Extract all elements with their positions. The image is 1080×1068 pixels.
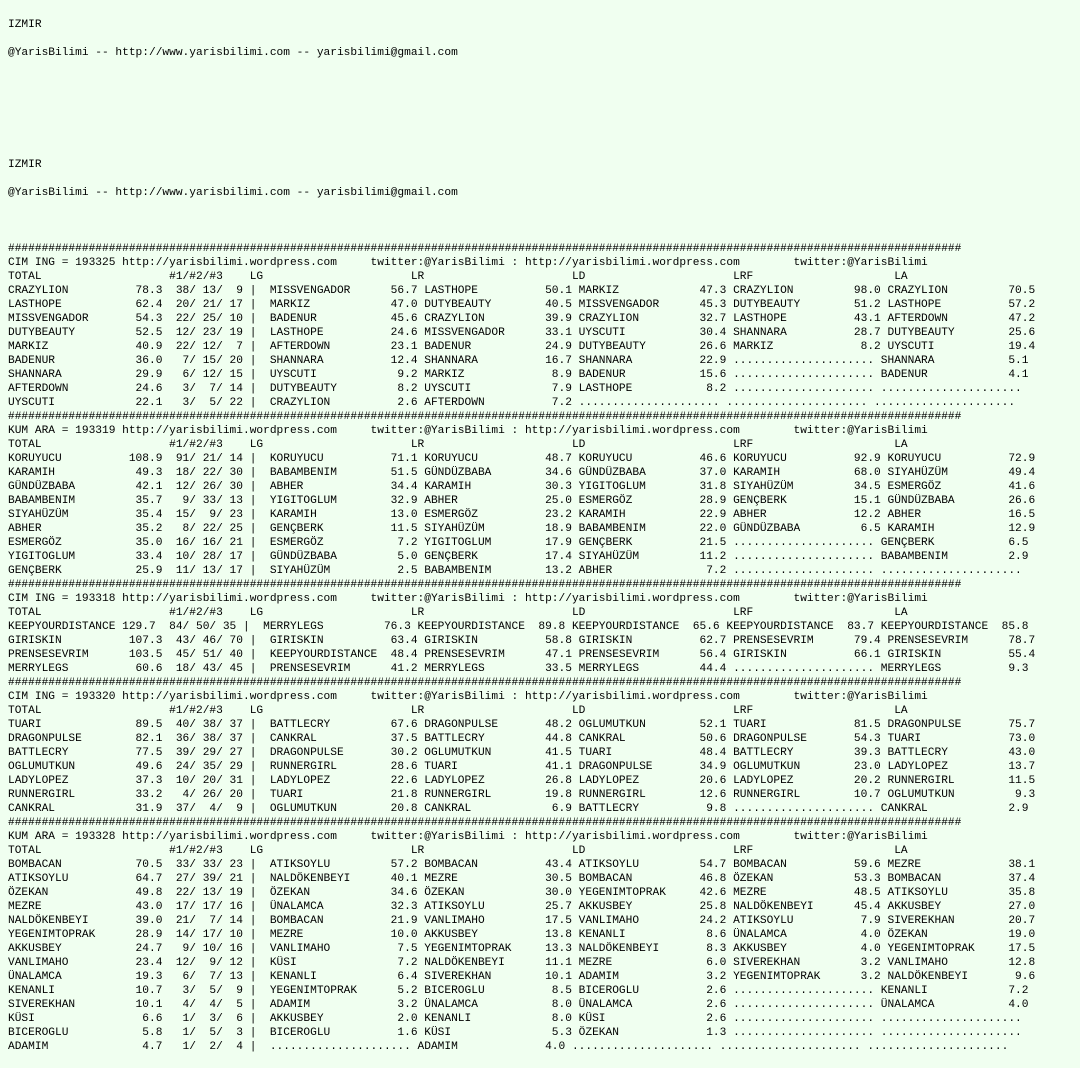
result-row: BICEROGLU 5.8 1/ 5/ 3 | BICEROGLU 1.6 KÜSI 5.3 ÖZEKAN 1.3 ..................... ..................... <box>8 1027 1022 1039</box>
header-contact-repeat: @YarisBilimi -- http://www.yarisbilimi.com -- yarisbilimi@gmail.com <box>8 187 458 199</box>
separator-line: ############################################################################################################################################## <box>8 411 962 423</box>
column-header-row: TOTAL #1/#2/#3 LG LR LD LRF LA <box>8 607 908 619</box>
result-row: YEGENIMTOPRAK 28.9 14/ 17/ 10 | MEZRE 10.0 AKKUSBEY 13.8 KENANLI 8.6 ÜNALAMCA 4.0 ÖZEKAN 19.0 <box>8 929 1036 941</box>
result-row: ESMERGÖZ 35.0 16/ 16/ 21 | ESMERGÖZ 7.2 YIGITOGLUM 17.9 GENÇBERK 21.5 ..................... GENÇBERK 6.5 <box>8 537 1029 549</box>
result-row: UYSCUTI 22.1 3/ 5/ 22 | CRAZYLION 2.6 AFTERDOWN 7.2 ..................... ..................... ..................... <box>8 397 1016 409</box>
result-row: SIVEREKHAN 10.1 4/ 4/ 5 | ADAMIM 3.2 ÜNALAMCA 8.0 ÜNALAMCA 2.6 ..................... ÜNALAMCA 4.0 <box>8 999 1029 1011</box>
result-row: LASTHOPE 62.4 20/ 21/ 17 | MARKIZ 47.0 DUTYBEAUTY 40.5 MISSVENGADOR 45.3 DUTYBEAUTY 51.2 LASTHOPE 57.2 <box>8 299 1036 311</box>
blank-line <box>8 130 1080 144</box>
blank-line <box>8 214 1080 228</box>
race-title-line: KUM ARA = 193319 http://yarisbilimi.wordpress.com twitter:@YarisBilimi : http://yarisbilimi.wordpress.com twitter:@YarisBilimi <box>8 425 928 437</box>
result-row: PRENSESEVRIM 103.5 45/ 51/ 40 | KEEPYOURDISTANCE 48.4 PRENSESEVRIM 47.1 PRENSESEVRIM 56.4 GIRISKIN 66.1 GIRISKIN 55.4 <box>8 649 1036 661</box>
header-contact: @YarisBilimi -- http://www.yarisbilimi.com -- yarisbilimi@gmail.com <box>8 47 458 59</box>
result-row: GENÇBERK 25.9 11/ 13/ 17 | SIYAHÜZÜM 2.5 BABAMBENIM 13.2 ABHER 7.2 ..................... ..................... <box>8 565 1022 577</box>
result-row: KARAMIH 49.3 18/ 22/ 30 | BABAMBENIM 51.5 GÜNDÜZBABA 34.6 GÜNDÜZBABA 37.0 KARAMIH 68.0 SIYAHÜZÜM 49.4 <box>8 467 1036 479</box>
separator-line: ############################################################################################################################################## <box>8 243 962 255</box>
result-row: KEEPYOURDISTANCE 129.7 84/ 50/ 35 | MERRYLEGS 76.3 KEEPYOURDISTANCE 89.8 KEEPYOURDISTANCE 65.6 KEEPYOURDISTANCE 83.7 KEEPYOURDISTANCE 85.8 <box>8 621 1029 633</box>
result-row: SIYAHÜZÜM 35.4 15/ 9/ 23 | KARAMIH 13.0 ESMERGÖZ 23.2 KARAMIH 22.9 ABHER 12.2 ABHER 16.5 <box>8 509 1036 521</box>
header-city-repeat: IZMIR <box>8 159 42 171</box>
race-title-line: CIM ING = 193325 http://yarisbilimi.wordpress.com twitter:@YarisBilimi : http://yarisbilimi.wordpress.com twitter:@YarisBilimi <box>8 257 928 269</box>
blank-line <box>8 74 1080 88</box>
result-row: SHANNARA 29.9 6/ 12/ 15 | UYSCUTI 9.2 MARKIZ 8.9 BADENUR 15.6 ..................... BADENUR 4.1 <box>8 369 1029 381</box>
result-row: AFTERDOWN 24.6 3/ 7/ 14 | DUTYBEAUTY 8.2 UYSCUTI 7.9 LASTHOPE 8.2 ..................... ..................... <box>8 383 1022 395</box>
result-row: ADAMIM 4.7 1/ 2/ 4 | ..................... ADAMIM 4.0 ..................... ..................... ..................... <box>8 1041 1009 1053</box>
result-row: MARKIZ 40.9 22/ 12/ 7 | AFTERDOWN 23.1 BADENUR 24.9 DUTYBEAUTY 26.6 MARKIZ 8.2 UYSCUTI 19.4 <box>8 341 1036 353</box>
result-row: VANLIMAHO 23.4 12/ 9/ 12 | KÜSI 7.2 NALDÖKENBEYI 11.1 MEZRE 6.0 SIVEREKHAN 3.2 VANLIMAHO 12.8 <box>8 957 1036 969</box>
result-row: DUTYBEAUTY 52.5 12/ 23/ 19 | LASTHOPE 24.6 MISSVENGADOR 33.1 UYSCUTI 30.4 SHANNARA 28.7 DUTYBEAUTY 25.6 <box>8 327 1036 339</box>
result-row: BADENUR 36.0 7/ 15/ 20 | SHANNARA 12.4 SHANNARA 16.7 SHANNARA 22.9 ..................... SHANNARA 5.1 <box>8 355 1029 367</box>
result-row: BABAMBENIM 35.7 9/ 33/ 13 | YIGITOGLUM 32.9 ABHER 25.0 ESMERGÖZ 28.9 GENÇBERK 15.1 GÜNDÜZBABA 26.6 <box>8 495 1036 507</box>
separator-line: ############################################################################################################################################## <box>8 579 962 591</box>
result-row: NALDÖKENBEYI 39.0 21/ 7/ 14 | BOMBACAN 21.9 VANLIMAHO 17.5 VANLIMAHO 24.2 ATIKSOYLU 7.9 SIVEREKHAN 20.7 <box>8 915 1036 927</box>
column-header-row: TOTAL #1/#2/#3 LG LR LD LRF LA <box>8 271 908 283</box>
result-row: KORUYUCU 108.9 91/ 21/ 14 | KORUYUCU 71.1 KORUYUCU 48.7 KORUYUCU 46.6 KORUYUCU 92.9 KORUYUCU 72.9 <box>8 453 1036 465</box>
result-row: OGLUMUTKUN 49.6 24/ 35/ 29 | RUNNERGIRL 28.6 TUARI 41.1 DRAGONPULSE 34.9 OGLUMUTKUN 23.0 LADYLOPEZ 13.7 <box>8 761 1036 773</box>
race-title-line: CIM ING = 193320 http://yarisbilimi.wordpress.com twitter:@YarisBilimi : http://yarisbilimi.wordpress.com twitter:@YarisBilimi <box>8 691 928 703</box>
result-row: CRAZYLION 78.3 38/ 13/ 9 | MISSVENGADOR 56.7 LASTHOPE 50.1 MARKIZ 47.3 CRAZYLION 98.0 CRAZYLION 70.5 <box>8 285 1036 297</box>
result-row: MERRYLEGS 60.6 18/ 43/ 45 | PRENSESEVRIM 41.2 MERRYLEGS 33.5 MERRYLEGS 44.4 ..................... MERRYLEGS 9.3 <box>8 663 1029 675</box>
result-row: YIGITOGLUM 33.4 10/ 28/ 17 | GÜNDÜZBABA 5.0 GENÇBERK 17.4 SIYAHÜZÜM 11.2 ..................... BABAMBENIM 2.9 <box>8 551 1029 563</box>
result-row: LADYLOPEZ 37.3 10/ 20/ 31 | LADYLOPEZ 22.6 LADYLOPEZ 26.8 LADYLOPEZ 20.6 LADYLOPEZ 20.2 RUNNERGIRL 11.5 <box>8 775 1036 787</box>
result-row: ÜNALAMCA 19.3 6/ 7/ 13 | KENANLI 6.4 SIVEREKHAN 10.1 ADAMIM 3.2 YEGENIMTOPRAK 3.2 NALDÖKENBEYI 9.6 <box>8 971 1036 983</box>
result-row: MEZRE 43.0 17/ 17/ 16 | ÜNALAMCA 32.3 ATIKSOYLU 25.7 AKKUSBEY 25.8 NALDÖKENBEYI 45.4 AKKUSBEY 27.0 <box>8 901 1036 913</box>
result-row: GÜNDÜZBABA 42.1 12/ 26/ 30 | ABHER 34.4 KARAMIH 30.3 YIGITOGLUM 31.8 SIYAHÜZÜM 34.5 ESMERGÖZ 41.6 <box>8 481 1036 493</box>
result-row: KENANLI 10.7 3/ 5/ 9 | YEGENIMTOPRAK 5.2 BICEROGLU 8.5 BICEROGLU 2.6 ..................... KENANLI 7.2 <box>8 985 1029 997</box>
column-header-row: TOTAL #1/#2/#3 LG LR LD LRF LA <box>8 439 908 451</box>
result-row: DRAGONPULSE 82.1 36/ 38/ 37 | CANKRAL 37.5 BATTLECRY 44.8 CANKRAL 50.6 DRAGONPULSE 54.3 TUARI 73.0 <box>8 733 1036 745</box>
race-title-line: KUM ARA = 193328 http://yarisbilimi.wordpress.com twitter:@YarisBilimi : http://yarisbilimi.wordpress.com twitter:@YarisBilimi <box>8 831 928 843</box>
race-title-line: CIM ING = 193318 http://yarisbilimi.wordpress.com twitter:@YarisBilimi : http://yarisbilimi.wordpress.com twitter:@YarisBilimi <box>8 593 928 605</box>
blank-line <box>8 102 1080 116</box>
result-row: CANKRAL 31.9 37/ 4/ 9 | OGLUMUTKUN 20.8 CANKRAL 6.9 BATTLECRY 9.8 ..................... CANKRAL 2.9 <box>8 803 1029 815</box>
result-row: BOMBACAN 70.5 33/ 33/ 23 | ATIKSOYLU 57.2 BOMBACAN 43.4 ATIKSOYLU 54.7 BOMBACAN 59.6 MEZRE 38.1 <box>8 859 1036 871</box>
result-row: MISSVENGADOR 54.3 22/ 25/ 10 | BADENUR 45.6 CRAZYLION 39.9 CRAZYLION 32.7 LASTHOPE 43.1 AFTERDOWN 47.2 <box>8 313 1036 325</box>
result-row: ABHER 35.2 8/ 22/ 25 | GENÇBERK 11.5 SIYAHÜZÜM 18.9 BABAMBENIM 22.0 GÜNDÜZBABA 6.5 KARAMIH 12.9 <box>8 523 1036 535</box>
result-row: KÜSI 6.6 1/ 3/ 6 | AKKUSBEY 2.0 KENANLI 8.0 KÜSI 2.6 ..................... ..................... <box>8 1013 1022 1025</box>
result-row: RUNNERGIRL 33.2 4/ 26/ 20 | TUARI 21.8 RUNNERGIRL 19.8 RUNNERGIRL 12.6 RUNNERGIRL 10.7 OGLUMUTKUN 9.3 <box>8 789 1036 801</box>
result-row: AKKUSBEY 24.7 9/ 10/ 16 | VANLIMAHO 7.5 YEGENIMTOPRAK 13.3 NALDÖKENBEYI 8.3 AKKUSBEY 4.0 YEGENIMTOPRAK 17.5 <box>8 943 1036 955</box>
race-tables <box>8 242 1080 1054</box>
column-header-row: TOTAL #1/#2/#3 LG LR LD LRF LA <box>8 845 908 857</box>
column-header-row: TOTAL #1/#2/#3 LG LR LD LRF LA <box>8 705 908 717</box>
result-row: TUARI 89.5 40/ 38/ 37 | BATTLECRY 67.6 DRAGONPULSE 48.2 OGLUMUTKUN 52.1 TUARI 81.5 DRAGONPULSE 75.7 <box>8 719 1036 731</box>
separator-line: ############################################################################################################################################## <box>8 677 962 689</box>
result-row: GIRISKIN 107.3 43/ 46/ 70 | GIRISKIN 63.4 GIRISKIN 58.8 GIRISKIN 62.7 PRENSESEVRIM 79.4 PRENSESEVRIM 78.7 <box>8 635 1036 647</box>
header-city: IZMIR <box>8 19 42 31</box>
result-row: ÖZEKAN 49.8 22/ 13/ 19 | ÖZEKAN 34.6 ÖZEKAN 30.0 YEGENIMTOPRAK 42.6 MEZRE 48.5 ATIKSOYLU 35.8 <box>8 887 1036 899</box>
separator-line: ############################################################################################################################################## <box>8 817 962 829</box>
result-row: ATIKSOYLU 64.7 27/ 39/ 21 | NALDÖKENBEYI 40.1 MEZRE 30.5 BOMBACAN 46.8 ÖZEKAN 53.3 BOMBACAN 37.4 <box>8 873 1036 885</box>
result-row: BATTLECRY 77.5 39/ 29/ 27 | DRAGONPULSE 30.2 OGLUMUTKUN 41.5 TUARI 48.4 BATTLECRY 39.3 BATTLECRY 43.0 <box>8 747 1036 759</box>
